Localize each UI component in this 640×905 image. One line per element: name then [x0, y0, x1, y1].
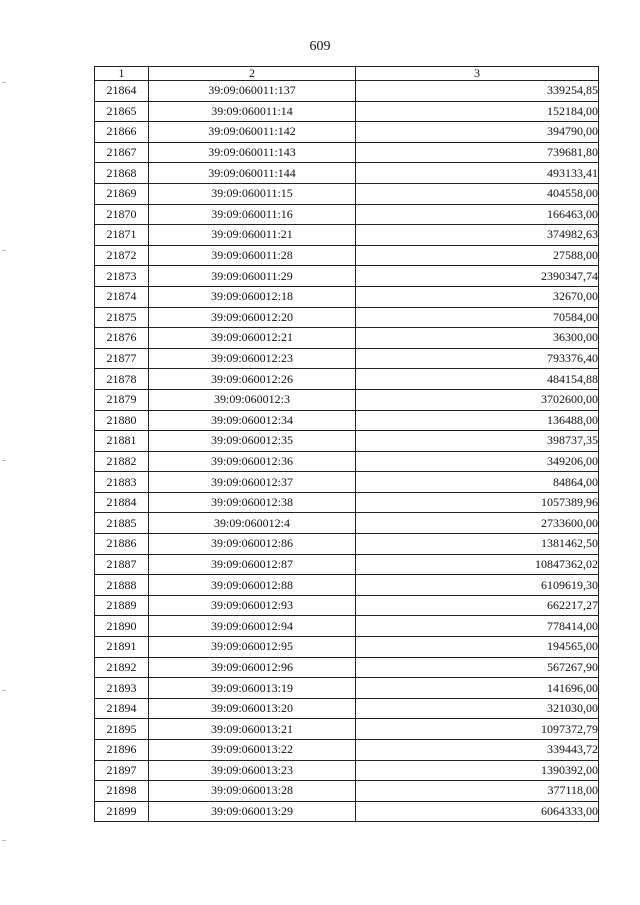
- page-number: 609: [309, 39, 331, 54]
- cadastral-number-cell: 39:09:060011:142: [149, 122, 356, 143]
- row-number-cell: 21893: [95, 678, 149, 699]
- scan-margin-mark: [2, 460, 6, 461]
- table-row: [95, 204, 599, 225]
- cadastral-number-cell: 39:09:060013:28: [149, 781, 356, 802]
- row-number-cell: 21883: [95, 472, 149, 493]
- cadastral-value-cell: 739681,80: [356, 142, 599, 163]
- row-number-cell: 21899: [95, 801, 149, 822]
- cadastral-value-cell: 377118,00: [356, 781, 599, 802]
- column-header-3: 3: [356, 67, 599, 81]
- cadastral-value-cell: 1097372,79: [356, 719, 599, 740]
- cadastral-number-cell: 39:09:060013:29: [149, 801, 356, 822]
- table-row: [95, 657, 599, 678]
- cadastral-value-cell: 398737,35: [356, 431, 599, 452]
- row-number-cell: 21886: [95, 534, 149, 555]
- cadastral-number-cell: 39:09:060013:20: [149, 698, 356, 719]
- row-number-cell: 21867: [95, 142, 149, 163]
- row-number-cell: 21885: [95, 513, 149, 534]
- row-number-cell: 21884: [95, 492, 149, 513]
- cadastral-number-cell: 39:09:060012:23: [149, 348, 356, 369]
- cadastral-value-cell: 2733600,00: [356, 513, 599, 534]
- table-body: [95, 81, 599, 822]
- table-row: [95, 760, 599, 781]
- table-row: [95, 286, 599, 307]
- cadastral-value-cell: 484154,88: [356, 369, 599, 390]
- cadastral-value-cell: 339443,72: [356, 740, 599, 761]
- row-number-cell: 21888: [95, 575, 149, 596]
- cadastral-value-cell: 6064333,00: [356, 801, 599, 822]
- cadastral-value-cell: 136488,00: [356, 410, 599, 431]
- row-number-cell: 21894: [95, 698, 149, 719]
- cadastral-value-cell: 2390347,74: [356, 266, 599, 287]
- row-number-cell: 21866: [95, 122, 149, 143]
- table-row: [95, 81, 599, 102]
- row-number-cell: 21895: [95, 719, 149, 740]
- row-number-cell: 21872: [95, 245, 149, 266]
- row-number-cell: 21865: [95, 101, 149, 122]
- table-row: [95, 307, 599, 328]
- cadastral-value-cell: 1381462,50: [356, 534, 599, 555]
- row-number-cell: 21882: [95, 451, 149, 472]
- table-row: [95, 595, 599, 616]
- table-row: [95, 328, 599, 349]
- cadastral-value-cell: 27588,00: [356, 245, 599, 266]
- cadastral-number-cell: 39:09:060012:95: [149, 637, 356, 658]
- cadastral-value-cell: 70584,00: [356, 307, 599, 328]
- cadastral-number-cell: 39:09:060011:137: [149, 81, 356, 102]
- table-row: [95, 122, 599, 143]
- cadastral-number-cell: 39:09:060011:143: [149, 142, 356, 163]
- row-number-cell: 21897: [95, 760, 149, 781]
- row-number-cell: 21876: [95, 328, 149, 349]
- table-row: [95, 348, 599, 369]
- row-number-cell: 21871: [95, 225, 149, 246]
- cadastral-number-cell: 39:09:060011:29: [149, 266, 356, 287]
- cadastral-value-cell: 36300,00: [356, 328, 599, 349]
- cadastral-value-cell: 493133,41: [356, 163, 599, 184]
- row-number-cell: 21879: [95, 389, 149, 410]
- table-row: [95, 431, 599, 452]
- cadastral-number-cell: 39:09:060011:15: [149, 183, 356, 204]
- cadastral-number-cell: 39:09:060011:16: [149, 204, 356, 225]
- table-row: [95, 142, 599, 163]
- cadastral-value-cell: 141696,00: [356, 678, 599, 699]
- cadastral-value-cell: 404558,00: [356, 183, 599, 204]
- cadastral-value-cell: 84864,00: [356, 472, 599, 493]
- table-row: [95, 698, 599, 719]
- scan-margin-mark: [2, 250, 6, 251]
- table-row: [95, 616, 599, 637]
- table-row: [95, 554, 599, 575]
- row-number-cell: 21869: [95, 183, 149, 204]
- column-header-2: 2: [149, 67, 356, 81]
- table-row: [95, 740, 599, 761]
- table-row: [95, 410, 599, 431]
- table-row: [95, 575, 599, 596]
- table-row: [95, 492, 599, 513]
- scan-margin-mark: [2, 690, 6, 691]
- row-number-cell: 21873: [95, 266, 149, 287]
- cadastral-number-cell: 39:09:060011:144: [149, 163, 356, 184]
- row-number-cell: 21887: [95, 554, 149, 575]
- cadastral-number-cell: 39:09:060012:37: [149, 472, 356, 493]
- cadastral-value-cell: 194565,00: [356, 637, 599, 658]
- cadastral-value-cell: 6109619,30: [356, 575, 599, 596]
- cadastral-value-cell: 349206,00: [356, 451, 599, 472]
- cadastral-number-cell: 39:09:060012:26: [149, 369, 356, 390]
- cadastral-number-cell: 39:09:060013:23: [149, 760, 356, 781]
- table-header-row: [95, 67, 599, 81]
- cadastral-value-cell: 374982,63: [356, 225, 599, 246]
- table-row: [95, 451, 599, 472]
- cadastral-number-cell: 39:09:060012:34: [149, 410, 356, 431]
- row-number-cell: 21898: [95, 781, 149, 802]
- row-number-cell: 21878: [95, 369, 149, 390]
- row-number-cell: 21868: [95, 163, 149, 184]
- cadastral-value-cell: 1057389,96: [356, 492, 599, 513]
- cadastral-number-cell: 39:09:060013:21: [149, 719, 356, 740]
- row-number-cell: 21896: [95, 740, 149, 761]
- table-row: [95, 225, 599, 246]
- table-row: [95, 781, 599, 802]
- table-row: [95, 513, 599, 534]
- cadastral-number-cell: 39:09:060013:22: [149, 740, 356, 761]
- cadastral-number-cell: 39:09:060011:14: [149, 101, 356, 122]
- row-number-cell: 21891: [95, 637, 149, 658]
- cadastral-value-cell: 1390392,00: [356, 760, 599, 781]
- cadastral-value-cell: 3702600,00: [356, 389, 599, 410]
- table-row: [95, 163, 599, 184]
- cadastral-value-cell: 321030,00: [356, 698, 599, 719]
- table-row: [95, 678, 599, 699]
- cadastral-number-cell: 39:09:060012:93: [149, 595, 356, 616]
- cadastral-number-cell: 39:09:060012:86: [149, 534, 356, 555]
- cadastral-number-cell: 39:09:060012:21: [149, 328, 356, 349]
- row-number-cell: 21864: [95, 81, 149, 102]
- cadastral-number-cell: 39:09:060013:19: [149, 678, 356, 699]
- table-row: [95, 472, 599, 493]
- cadastral-value-cell: 662217,27: [356, 595, 599, 616]
- row-number-cell: 21892: [95, 657, 149, 678]
- table-row: [95, 369, 599, 390]
- row-number-cell: 21877: [95, 348, 149, 369]
- table-row: [95, 534, 599, 555]
- cadastral-number-cell: 39:09:060012:38: [149, 492, 356, 513]
- scan-margin-mark: [2, 840, 6, 841]
- column-header-1: 1: [95, 67, 149, 81]
- row-number-cell: 21875: [95, 307, 149, 328]
- cadastral-value-cell: 10847362,02: [356, 554, 599, 575]
- row-number-cell: 21881: [95, 431, 149, 452]
- table-row: [95, 101, 599, 122]
- cadastral-value-cell: 166463,00: [356, 204, 599, 225]
- cadastral-number-cell: 39:09:060012:4: [149, 513, 356, 534]
- cadastral-number-cell: 39:09:060012:36: [149, 451, 356, 472]
- row-number-cell: 21890: [95, 616, 149, 637]
- table-row: [95, 801, 599, 822]
- table-row: [95, 266, 599, 287]
- cadastral-value-cell: 152184,00: [356, 101, 599, 122]
- cadastral-number-cell: 39:09:060012:94: [149, 616, 356, 637]
- cadastral-number-cell: 39:09:060012:96: [149, 657, 356, 678]
- row-number-cell: 21880: [95, 410, 149, 431]
- cadastral-number-cell: 39:09:060012:35: [149, 431, 356, 452]
- cadastral-number-cell: 39:09:060012:87: [149, 554, 356, 575]
- cadastral-value-cell: 32670,00: [356, 286, 599, 307]
- cadastral-value-cell: 394790,00: [356, 122, 599, 143]
- table-row: [95, 245, 599, 266]
- cadastral-number-cell: 39:09:060012:18: [149, 286, 356, 307]
- cadastral-value-cell: 778414,00: [356, 616, 599, 637]
- table-row: [95, 389, 599, 410]
- table-row: [95, 183, 599, 204]
- cadastral-number-cell: 39:09:060011:28: [149, 245, 356, 266]
- row-number-cell: 21889: [95, 595, 149, 616]
- table-row: [95, 719, 599, 740]
- row-number-cell: 21874: [95, 286, 149, 307]
- table-row: [95, 637, 599, 658]
- row-number-cell: 21870: [95, 204, 149, 225]
- cadastral-value-cell: 567267,90: [356, 657, 599, 678]
- cadastral-value-cell: 339254,85: [356, 81, 599, 102]
- cadastral-value-cell: 793376,40: [356, 348, 599, 369]
- cadastral-number-cell: 39:09:060012:88: [149, 575, 356, 596]
- cadastral-number-cell: 39:09:060012:20: [149, 307, 356, 328]
- cadastral-value-table: [94, 66, 599, 822]
- scan-margin-mark: [2, 82, 6, 83]
- cadastral-number-cell: 39:09:060011:21: [149, 225, 356, 246]
- cadastral-number-cell: 39:09:060012:3: [149, 389, 356, 410]
